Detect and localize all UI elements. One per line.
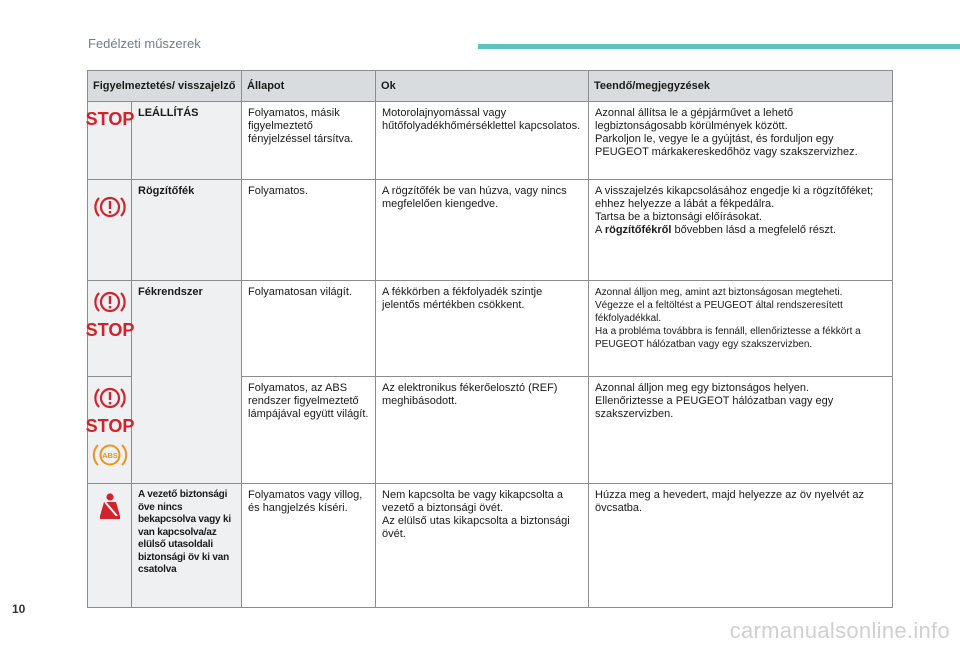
table-row bbox=[88, 484, 893, 608]
action-line: Parkoljon le, vegye le a gyújtást, és forduljon egy PEUGEOT márkakereskedőhöz vagy szakszervizhez. bbox=[595, 133, 858, 158]
svg-text:ABS: ABS bbox=[101, 451, 118, 460]
table-row bbox=[88, 180, 893, 281]
action-line: Ellenőriztesse a PEUGEOT hálózatban vagy egy szakszervizben. bbox=[595, 395, 834, 420]
action-cell bbox=[589, 281, 893, 377]
state-cell: Folyamatos. bbox=[242, 180, 376, 281]
svg-text:STOP: STOP bbox=[85, 109, 134, 129]
icon-cell bbox=[88, 180, 132, 281]
action-line: Azonnal állítsa le a gépjárművet a lehető legbiztonságosabb körülmények között. bbox=[595, 107, 794, 132]
state-cell: Folyamatos, az ABS rendszer figyelmeztető lámpájával együtt világít. bbox=[242, 377, 376, 484]
warning-name: Fékrendszer bbox=[132, 281, 242, 484]
table-row bbox=[88, 102, 893, 180]
action-line: Azonnal álljon meg, amint azt biztonságosan megteheti. bbox=[595, 287, 843, 298]
state-cell: Folyamatos, másik figyelmeztető fényjelzéssel társítva. bbox=[242, 102, 376, 180]
parking-brake-icon bbox=[93, 194, 127, 220]
warning-name: LEÁLLÍTÁS bbox=[132, 102, 242, 180]
brake-warning-icon bbox=[93, 289, 127, 315]
brake-warning-icon bbox=[93, 385, 127, 411]
action-cell bbox=[589, 102, 893, 180]
ref-prefix: A bbox=[595, 224, 605, 236]
watermark: carmanualsonline.info bbox=[729, 618, 950, 643]
state-cell: Folyamatosan világít. bbox=[242, 281, 376, 377]
seatbelt-icon bbox=[97, 492, 123, 520]
action-line: Ha a probléma továbbra is fennáll, ellenőriztesse a fékkört a PEUGEOT hálózatban vagy egy szakszervizben. bbox=[595, 326, 861, 350]
icon-cell bbox=[85, 281, 134, 377]
cause-line: Nem kapcsolta be vagy kikapcsolta a vezető a biztonsági övét. bbox=[382, 489, 563, 514]
svg-text:STOP: STOP bbox=[85, 416, 134, 436]
table-header-row bbox=[88, 71, 893, 102]
action-line: Azonnal álljon meg egy biztonságos helyen. bbox=[595, 382, 810, 394]
stop-icon bbox=[85, 109, 134, 129]
svg-text:STOP: STOP bbox=[85, 320, 134, 340]
cause-cell: Motorolajnyomással vagy hűtőfolyadékhőmérséklettel kapcsolatos. bbox=[376, 102, 589, 180]
column-header-warning: Figyelmeztetés/ visszajelző bbox=[88, 71, 242, 102]
ref-suffix: bővebben lásd a megfelelő részt. bbox=[671, 224, 836, 236]
cause-line: Az elülső utas kikapcsolta a biztonsági övét. bbox=[382, 515, 570, 540]
icon-cell bbox=[85, 377, 134, 484]
action-cell bbox=[589, 180, 893, 281]
cause-cell: Az elektronikus fékerőelosztó (REF) meghibásodott. bbox=[376, 377, 589, 484]
cause-cell: A rögzítőfék be van húzva, vagy nincs megfelelően kiengedve. bbox=[376, 180, 589, 281]
action-line: Végezze el a feltöltést a PEUGEOT által rendszeresített fékfolyadékkal. bbox=[595, 300, 843, 324]
state-cell: Folyamatos vagy villog, és hangjelzés kíséri. bbox=[242, 484, 376, 608]
column-header-action: Teendő/megjegyzések bbox=[589, 71, 893, 102]
stop-icon bbox=[85, 320, 134, 340]
column-header-state: Állapot bbox=[242, 71, 376, 102]
section-accent-bar bbox=[478, 44, 960, 49]
page-number: 10 bbox=[12, 602, 26, 616]
icon-cell bbox=[88, 484, 132, 608]
cause-cell: A fékkörben a fékfolyadék szintje jelentős mértékben csökkent. bbox=[376, 281, 589, 377]
warning-name: A vezető biztonsági öve nincs bekapcsolva vagy ki van kapcsolva/az elülső utasoldali biztonsági öv ki van csatolva bbox=[132, 484, 242, 608]
action-line: Húzza meg a hevedert, majd helyezze az öv nyelvét az övcsatba. bbox=[595, 489, 865, 514]
warning-lights-table bbox=[87, 70, 893, 608]
cause-cell bbox=[376, 484, 589, 608]
ref-bold: rögzítőfékről bbox=[604, 224, 672, 236]
action-reference bbox=[595, 224, 886, 237]
abs-icon bbox=[92, 441, 128, 469]
action-cell bbox=[589, 484, 893, 608]
column-header-cause: Ok bbox=[376, 71, 589, 102]
action-line: Tartsa be a biztonsági előírásokat. bbox=[595, 211, 762, 223]
action-line: A visszajelzés kikapcsolásához engedje ki a rögzítőféket; ehhez helyezze a lábát a fékpedálra. bbox=[595, 185, 874, 210]
action-cell bbox=[589, 377, 893, 484]
section-title: Fedélzeti műszerek bbox=[88, 36, 201, 51]
table-row bbox=[88, 281, 893, 377]
stop-icon bbox=[85, 416, 134, 436]
icon-cell bbox=[85, 102, 134, 180]
warning-name: Rögzítőfék bbox=[132, 180, 242, 281]
